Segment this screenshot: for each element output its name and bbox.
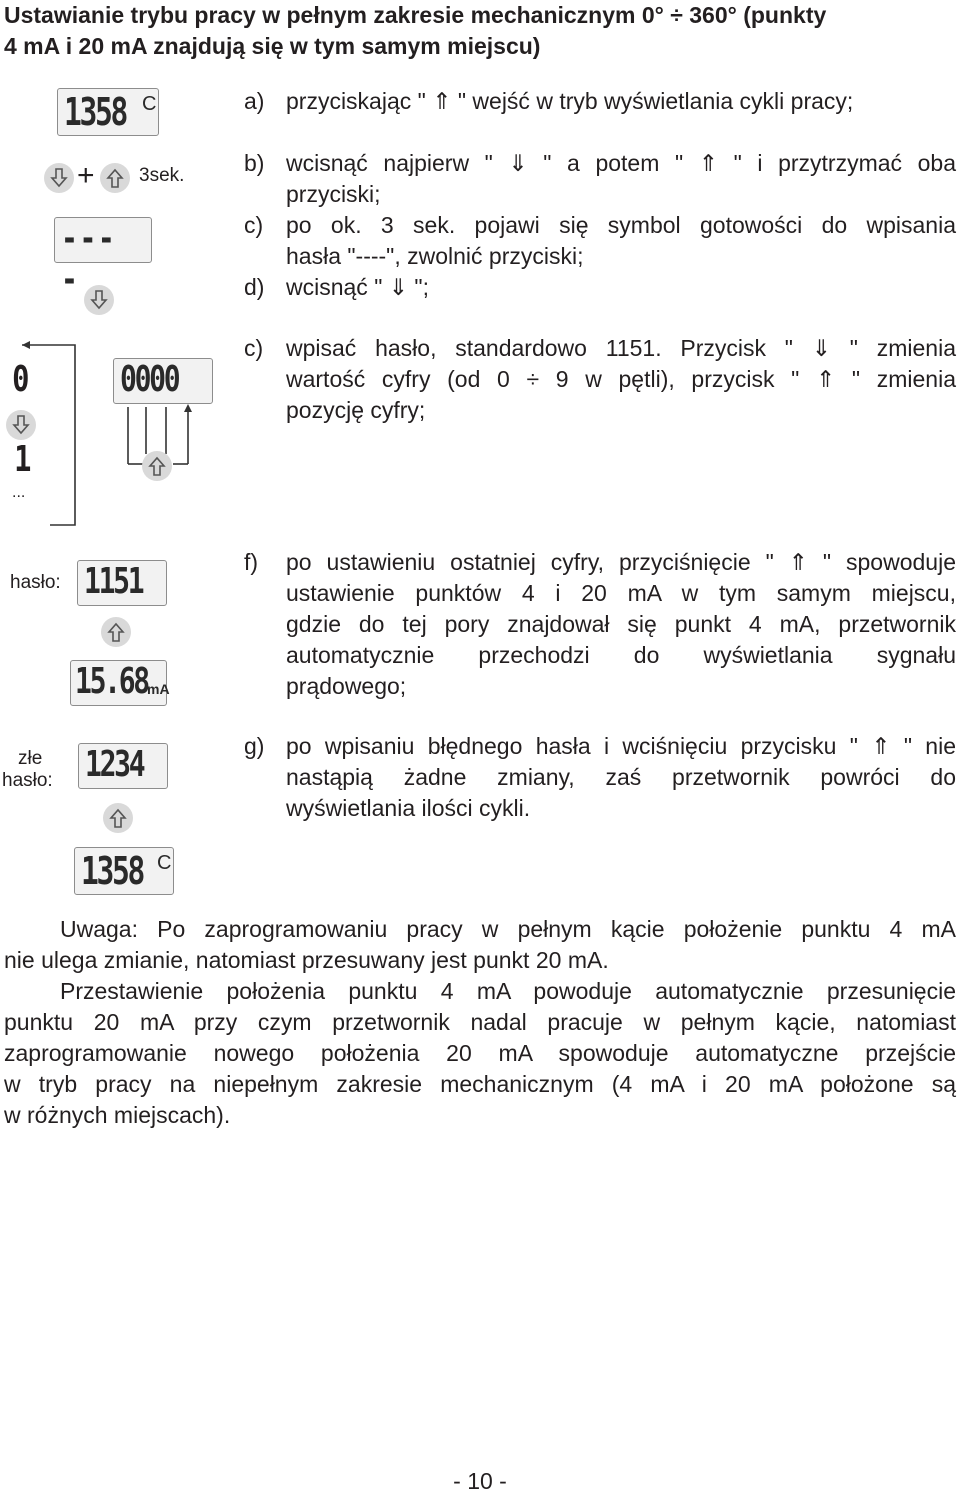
lcd-display-dashes: [54, 217, 152, 300]
step-label: c): [244, 212, 264, 238]
lcd-digits: 0000: [120, 359, 179, 400]
down-button[interactable]: [84, 285, 114, 315]
step-g: [244, 731, 956, 824]
step-line: wpisać hasło, standardowo 1151. Przycisk " ⇓ " zmienia: [286, 335, 956, 361]
step-line: po wpisaniu błędnego hasła i wciśnięciu przycisku " ⇑ " nie: [286, 733, 956, 759]
lcd-display-current: [70, 660, 170, 706]
arrow-up-icon: [106, 168, 124, 188]
password-label: hasło:: [10, 572, 61, 593]
step-label: a): [244, 88, 265, 114]
title-line-2: 4 mA i 20 mA znajdują się w tym samym miejscu): [4, 33, 541, 59]
side-ellipsis: ...: [12, 484, 26, 501]
step-line: wyświetlania ilości cykli.: [286, 795, 531, 821]
down-button[interactable]: [44, 163, 74, 193]
step-text: [286, 86, 956, 117]
step-f: [244, 547, 956, 702]
step-text: [286, 547, 956, 702]
step-label: g): [244, 733, 265, 759]
step-line: po ustawieniu ostatniej cyfry, przyciśnięcie " ⇑ " spowoduje: [286, 549, 956, 575]
lcd-digits: ----: [61, 218, 117, 300]
lcd-unit: C: [157, 852, 172, 874]
arrow-down-icon: [90, 290, 108, 310]
step-text: [286, 272, 956, 303]
arrow-down-icon: [12, 415, 30, 435]
note-line: nie ulega zmianie, natomiast przesuwany jest punkt 20 mA.: [4, 947, 609, 973]
note-line: w tryb pracy na niepełnym zakresie mechanicznym (4 mA i 20 mA położone są: [4, 1071, 956, 1097]
step-line: pozycję cyfry;: [286, 397, 426, 423]
note-line: zaprogramowanie nowego położenia 20 mA spowoduje automatyczne przejście: [4, 1040, 956, 1066]
step-label: b): [244, 150, 265, 176]
arrow-up-icon: [107, 622, 125, 642]
plus-sign: +: [77, 159, 95, 192]
lcd-display-cycles: [57, 88, 159, 136]
step-line: wartość cyfry (od 0 ÷ 9 w pętli), przycisk " ⇑ " zmienia: [286, 366, 956, 392]
step-text: [286, 148, 956, 210]
side-digit-bottom: 1: [14, 439, 32, 480]
title-line-1: Ustawianie trybu pracy w pełnym zakresie mechanicznym 0° ÷ 360° (punkty: [4, 2, 827, 28]
lcd-display-cycles-end: [74, 847, 174, 895]
lcd-display-wrong: [78, 743, 168, 789]
step-line: hasła "----", zwolnić przyciski;: [286, 243, 584, 269]
note-line: punktu 20 mA przy czym przetwornik nadal pracuje w pełnym kącie, natomiast: [4, 1009, 956, 1035]
page-number: - 10 -: [453, 1468, 507, 1494]
step-a: [244, 86, 956, 117]
up-button[interactable]: [103, 803, 133, 833]
step-c2: [244, 333, 956, 426]
wrong-password-label-1: złe: [18, 748, 43, 769]
lcd-digits: 1234: [85, 744, 144, 785]
step-line: wcisnąć najpierw " ⇓ " a potem " ⇑ " i przytrzymać oba: [286, 150, 956, 176]
step-label: f): [244, 549, 259, 575]
note-line: Przestawienie położenia punktu 4 mA powoduje automatycznie przesunięcie: [60, 978, 956, 1004]
wrong-password-label-2: hasło:: [2, 770, 53, 791]
step-line: gdzie do tej pory znajdował się punkt 4 mA, przetwornik: [286, 611, 956, 637]
up-button[interactable]: [101, 617, 131, 647]
step-line: przyciskając " ⇑ " wejść w tryb wyświetlania cykli pracy;: [286, 88, 854, 114]
step-line: ustawienie punktów 4 i 20 mA w tym samym miejscu,: [286, 580, 956, 606]
down-button[interactable]: [6, 410, 36, 440]
step-text: [286, 333, 956, 426]
arrow-up-icon: [148, 456, 166, 476]
step-line: nastąpią żadne zmiany, zaś przetwornik powróci do: [286, 764, 956, 790]
step-line: prądowego;: [286, 673, 407, 699]
up-button[interactable]: [100, 163, 130, 193]
note-line: Uwaga: Po zaprogramowaniu pracy w pełnym kącie położenie punktu 4 mA: [60, 916, 956, 942]
page-title: [4, 0, 956, 62]
lcd-display-zeros: [113, 358, 213, 404]
step-line: automatycznie przechodzi do wyświetlania sygnału: [286, 642, 956, 668]
lcd-digits: 1358: [64, 90, 127, 134]
step-c1: [244, 210, 956, 272]
lcd-digits: 15.68: [75, 661, 148, 702]
lcd-display-password: [77, 560, 167, 606]
hold-duration-label: 3sek.: [139, 165, 185, 186]
step-label: d): [244, 274, 265, 300]
arrow-down-icon: [50, 168, 68, 188]
step-text: [286, 210, 956, 272]
step-line: wcisnąć " ⇓ ";: [286, 274, 429, 300]
step-label: c): [244, 335, 264, 361]
up-button[interactable]: [142, 451, 172, 481]
lcd-digits: 1358: [81, 849, 144, 893]
step-line: po ok. 3 sek. pojawi się symbol gotowości do wpisania: [286, 212, 956, 238]
step-line: przyciski;: [286, 181, 381, 207]
lcd-digits: 1151: [84, 561, 143, 602]
note-block: [4, 914, 956, 1131]
lcd-unit: mA: [147, 681, 170, 697]
lcd-unit: C: [142, 93, 157, 115]
note-line: w różnych miejscach).: [4, 1102, 231, 1128]
step-b: [244, 148, 956, 210]
step-d: [244, 272, 956, 303]
step-text: [286, 731, 956, 824]
side-digit-top: 0: [12, 359, 30, 400]
arrow-up-icon: [109, 808, 127, 828]
